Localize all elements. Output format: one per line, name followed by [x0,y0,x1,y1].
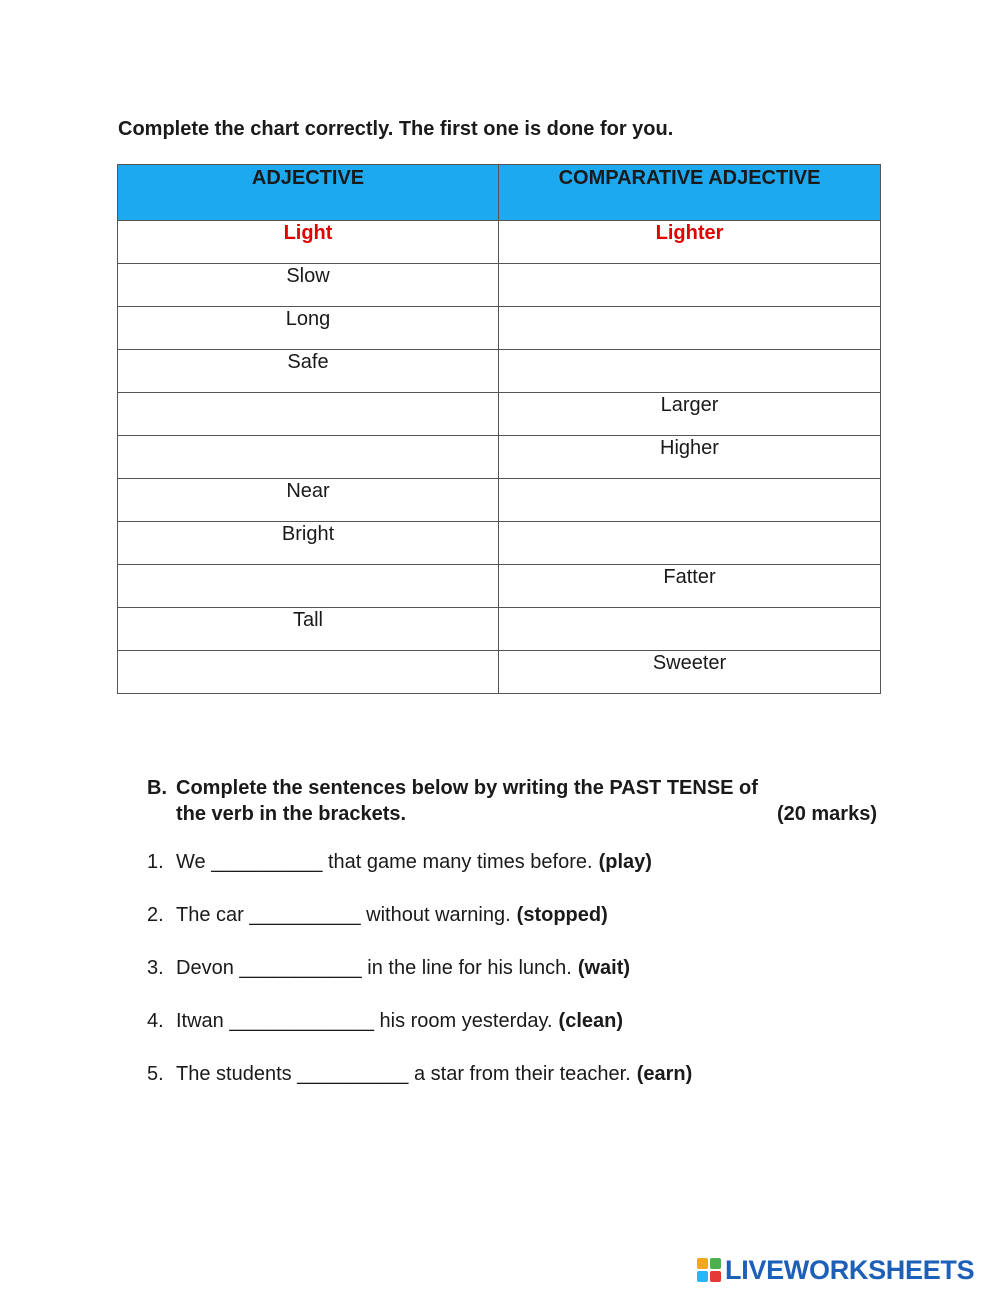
list-item [147,954,692,1007]
comparative-cell: Larger [499,393,881,436]
table-row [118,350,881,393]
sentence-text[interactable]: Itwan _____________ his room yesterday. [176,1010,553,1032]
list-item [147,848,692,901]
table-row [118,307,881,350]
logo-block [697,1258,708,1269]
example-adjective-cell: Light [118,221,499,264]
logo-block [710,1258,721,1269]
header-comparative-adjective: COMPARATIVE ADJECTIVE [499,165,881,221]
adjective-answer-cell[interactable] [118,436,499,479]
item-number: 2. [147,904,164,926]
item-number: 5. [147,1063,164,1085]
verb-hint: (wait) [577,957,631,979]
liveworksheets-logo [697,1255,974,1285]
adjective-cell: Safe [118,350,499,393]
sentence-text[interactable]: Devon ___________ in the line for his lunch. [176,957,572,979]
table-row [118,608,881,651]
logo-block [697,1271,708,1282]
adjective-answer-cell[interactable] [118,565,499,608]
sentence-text[interactable]: The car __________ without warning. [176,904,511,926]
table-row [118,393,881,436]
verb-hint: (stopped) [516,904,608,926]
comparative-cell: Sweeter [499,651,881,694]
adjective-cell: Bright [118,522,499,565]
adjective-cell: Long [118,307,499,350]
section-b-heading [147,775,877,827]
header-adjective: ADJECTIVE [118,165,499,221]
comparative-cell: Fatter [499,565,881,608]
list-item [147,1060,692,1113]
verb-hint: (play) [598,851,652,873]
marks-label: (20 marks) [776,803,877,825]
chart-instruction: Complete the chart correctly. The first one is done for you. [118,118,674,140]
section-title-line2: the verb in the brackets. [176,803,407,825]
comparative-answer-cell[interactable] [499,522,881,565]
table-row [118,264,881,307]
sentence-list [147,848,692,1113]
table-row [118,522,881,565]
item-number: 3. [147,957,164,979]
item-number: 4. [147,1010,164,1032]
table-row [118,221,881,264]
table-row [118,565,881,608]
logo-block [710,1271,721,1282]
logo-text: LIVEWORKSHEETS [725,1254,975,1285]
section-letter: B. [147,777,167,799]
comparative-answer-cell[interactable] [499,264,881,307]
item-number: 1. [147,851,164,873]
verb-hint: (clean) [558,1010,624,1032]
adjective-cell: Slow [118,264,499,307]
adjective-chart [117,164,881,694]
comparative-answer-cell[interactable] [499,307,881,350]
comparative-cell: Higher [499,436,881,479]
list-item [147,901,692,954]
comparative-answer-cell[interactable] [499,479,881,522]
adjective-cell: Tall [118,608,499,651]
list-item [147,1007,692,1060]
logo-blocks-icon [697,1258,721,1282]
section-title-line1: Complete the sentences below by writing the PAST TENSE of [176,777,758,799]
comparative-answer-cell[interactable] [499,350,881,393]
comparative-answer-cell[interactable] [499,608,881,651]
sentence-text[interactable]: The students __________ a star from their teacher. [176,1063,631,1085]
adjective-answer-cell[interactable] [118,651,499,694]
verb-hint: (earn) [636,1063,693,1085]
chart-header-row [118,165,881,221]
table-row [118,479,881,522]
adjective-answer-cell[interactable] [118,393,499,436]
table-row [118,651,881,694]
sentence-text[interactable]: We __________ that game many times before. [176,851,593,873]
example-comparative-cell: Lighter [499,221,881,264]
table-row [118,436,881,479]
adjective-cell: Near [118,479,499,522]
